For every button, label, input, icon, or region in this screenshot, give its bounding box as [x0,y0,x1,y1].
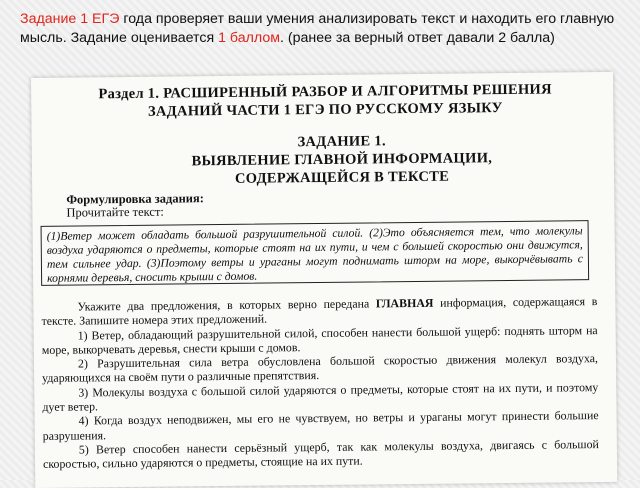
header-task-number: Задание 1 ЕГЭ [20,11,120,27]
question-emphasis: ГЛАВНАЯ [375,295,434,311]
task-title-line-2: ВЫЯВЛЕНИЕ ГЛАВНОЙ ИНФОРМАЦИИ, [191,150,493,170]
header-note: . (ранее за верный ответ давали 2 балла) [279,30,555,46]
answer-option-2: 2) Разрушительная сила ветра обусловлена большой скоростью движения молекул воздуха, ударяющихся на своём пути о различные препятствия. [42,351,599,386]
question-block [41,294,599,471]
question-text: Укажите два предложения, в которых верно передана ГЛАВНАЯ информация, содержащаяся в тексте. Запишите номера этих предложений. [41,294,598,329]
scanned-page [31,72,617,488]
task-title-line-3: СОДЕРЖАЩЕЙСЯ В ТЕКСТЕ [234,168,450,187]
section-title-line-2: ЗАДАНИЙ ЧАСТИ 1 ЕГЭ ПО РУССКОМУ ЯЗЫКУ [147,100,503,120]
source-text-box: (1)Ветер может обладать большой разрушительной силой. (2)Это объясняется тем, что молекулы воздуха ударяются о предметы, которые стоят на их пути, и чем с большей скоростью они движутся, тем сильнее удар. (3)Поэтому ветры и ураганы могут поднимать шторм на море, выкорчёвывать с корнями деревья, сносить крыши с домов. [41,220,590,286]
answer-option-1: 1) Ветер, обладающий разрушительной силой, способен нанести большой ущерб: поднять шторм на море, выкорчевать деревья, снести крыши с домов. [41,322,598,357]
answer-option-4: 4) Когда воздух неподвижен, мы его не чувствуем, но ветры и ураганы могут принести большие разрушения. [42,408,599,443]
read-text-label: Прочитайте текст: [66,204,164,220]
answer-option-3: 3) Молекулы воздуха с большой силой ударяются о предметы, которые стоят на их пути, и поэтому дует ветер. [42,379,599,414]
task-title [122,130,563,189]
task-title-line-1: ЗАДАНИЕ 1. [297,133,386,151]
section-title-line-1: Раздел 1. РАСШИРЕННЫЙ РАЗБОР И АЛГОРИТМЫ РЕШЕНИЯ [98,81,552,103]
header-text [20,10,630,48]
answer-option-5: 5) Ветер способен нанести серьёзный ущерб, так как молекулы воздуха, двигаясь с большой скоростью, сильно ударяются о предметы, стоящие на их пути. [42,437,599,472]
header-description: года проверяет ваши умения анализировать текст и находить его главную мысль. Задание оценивается [20,11,615,46]
formulation-label: Формулировка задания: [66,191,204,207]
section-title [55,80,595,122]
header-points: 1 баллом [218,30,280,46]
